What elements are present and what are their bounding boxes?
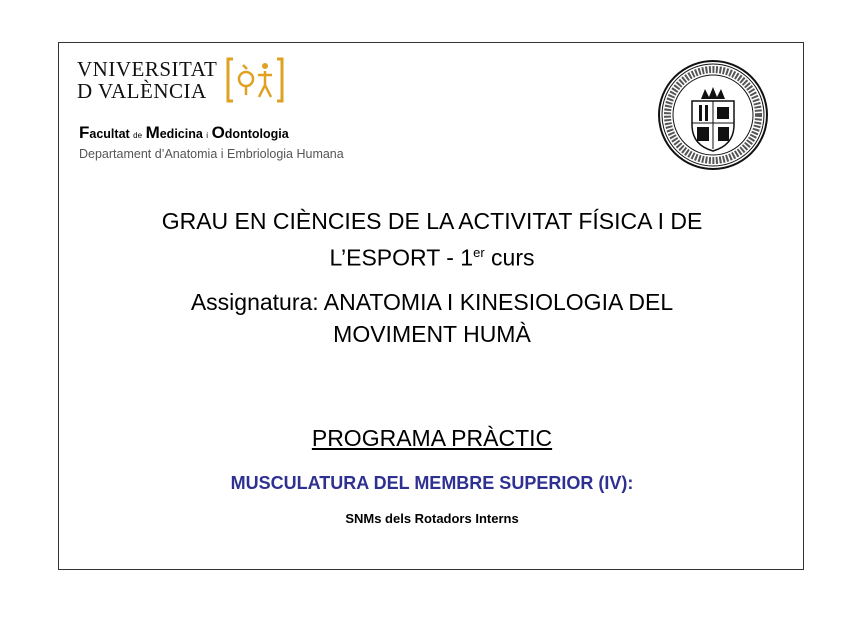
- faculty-name: Facultat de Medicina i Odontologia: [79, 123, 289, 142]
- subject-title: Assignatura: ANATOMIA I KINESIOLOGIA DEL MOVIMENT HUMÀ: [190, 289, 674, 347]
- section-subtitle: SNMs dels Rotadors Interns: [345, 511, 519, 526]
- section-title: MUSCULATURA DEL MEMBRE SUPERIOR (IV):: [230, 473, 634, 493]
- university-name-line2: D VALÈNCIA: [77, 79, 207, 103]
- department-name: Departament d’Anatomia i Embriologia Humana: [79, 147, 344, 161]
- university-logo: [77, 57, 377, 103]
- degree-title: GRAU EN CIÈNCIES DE LA ACTIVITAT FÍSICA I DE L’ESPORT - 1er curs: [161, 208, 703, 271]
- university-name-line1: VNIVERSITAT: [77, 57, 218, 81]
- university-emblem-icon: [225, 57, 285, 103]
- university-seal-icon: [657, 59, 769, 171]
- programa-heading: PROGRAMA PRÀCTIC: [311, 425, 553, 451]
- slide-frame: [58, 42, 804, 570]
